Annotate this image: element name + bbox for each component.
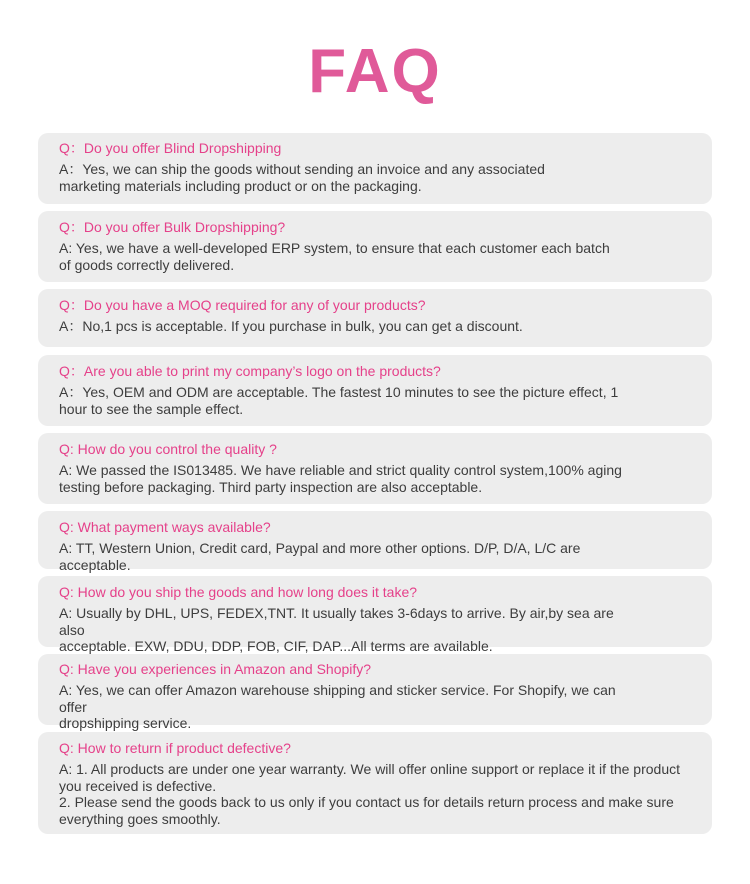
faq-question: Q: Have you experiences in Amazon and Shopify?: [59, 661, 372, 677]
faq-answer: A: 1. All products are under one year warranty. We will offer online support or replace it if the product you received is defective. 2. Please send the goods back to us only if you contact us for details return process and make sure everything goes smoothly.: [59, 761, 680, 827]
faq-item: [38, 732, 712, 834]
page-title: FAQ: [308, 37, 442, 106]
faq-question: Q: How do you control the quality ?: [59, 441, 277, 457]
faq-answer: A: Yes, we have a well-developed ERP system, to ensure that each customer each batch of goods correctly delivered.: [59, 240, 610, 273]
faq-item: [38, 289, 712, 347]
faq-answer: A：Yes, we can ship the goods without sending an invoice and any associated marketing materials including product or on the packaging.: [59, 161, 545, 194]
faq-item: [38, 654, 712, 731]
faq-question: Q: How do you ship the goods and how long does it take?: [59, 584, 418, 600]
faq-answer: A: TT, Western Union, Credit card, Paypal and more other options. D/P, D/A, L/C are acceptable.: [59, 540, 581, 573]
faq-question: Q：Do you offer Blind Dropshipping: [59, 140, 282, 156]
faq-item: [38, 355, 712, 426]
faq-item: [38, 433, 712, 504]
faq-answer: A: Usually by DHL, UPS, FEDEX,TNT. It usually takes 3-6days to arrive. By air,by sea are also acceptable. EXW, DDU, DDP, FOB, CIF, DAP...All terms are available.: [59, 605, 614, 654]
faq-item: [38, 211, 712, 282]
faq-item: [38, 511, 712, 573]
faq-question: Q：Do you have a MOQ required for any of your products?: [59, 297, 426, 313]
faq-item: [38, 576, 712, 654]
faq-question: Q: How to return if product defective?: [59, 740, 291, 756]
faq-answer: A：No,1 pcs is acceptable. If you purchase in bulk, you can get a discount.: [59, 318, 523, 334]
faq-question: Q: What payment ways available?: [59, 519, 271, 535]
faq-answer: A: We passed the IS013485. We have reliable and strict quality control system,100% aging testing before packaging. Third party inspection are also acceptable.: [59, 462, 622, 495]
faq-answer: A：Yes, OEM and ODM are acceptable. The fastest 10 minutes to see the picture effect, 1 hour to see the sample effect.: [59, 384, 619, 417]
faq-item: [38, 133, 712, 204]
faq-question: Q：Are you able to print my company’s logo on the products?: [59, 363, 441, 379]
faq-answer: A: Yes, we can offer Amazon warehouse shipping and sticker service. For Shopify, we can offer dropshipping service.: [59, 682, 616, 731]
faq-question: Q：Do you offer Bulk Dropshipping?: [59, 219, 286, 235]
